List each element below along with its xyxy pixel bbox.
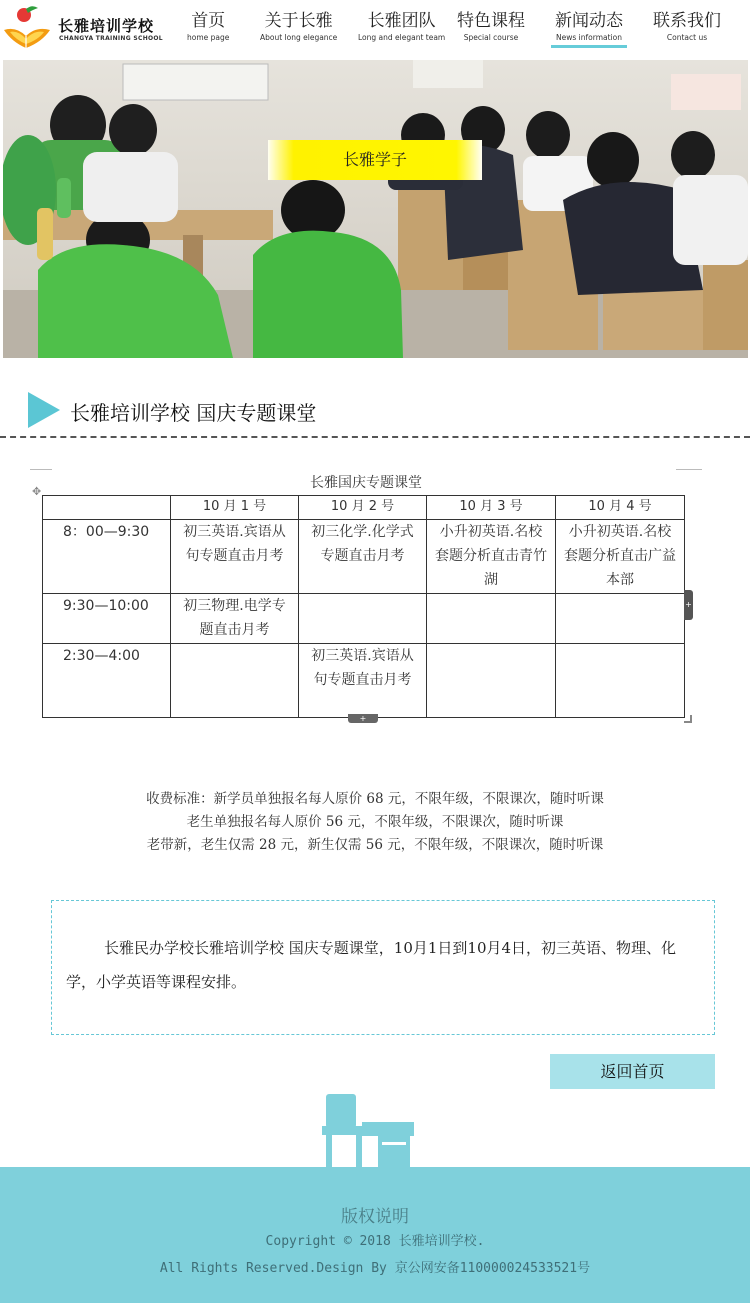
time-cell: 8：00—9:30: [43, 520, 171, 594]
table-cell: [427, 644, 556, 718]
nav-label-en: About long elegance: [260, 33, 338, 42]
site-header: [0, 0, 750, 58]
footer-rights: All Rights Reserved.Design By 京公网安备110000024533521号: [159, 1261, 591, 1276]
logo-emblem-icon: [2, 4, 54, 50]
table-cell: [299, 594, 427, 644]
footer-copyright: Copyright © 2018 长雅培训学校.: [265, 1234, 485, 1249]
summary-text: 长雅民办学校长雅培训学校 国庆专题课堂，10月1日到10月4日，初三英语、物理、化学，小学英语等课程安排。: [66, 939, 677, 991]
site-logo[interactable]: [2, 4, 162, 54]
back-home-button[interactable]: 返回首页: [550, 1054, 715, 1089]
nav-label-en: home page: [187, 33, 230, 42]
nav-label-cn: 首页: [191, 11, 226, 31]
logo-name-en: CHANGYA TRAINING SCHOOL: [59, 35, 163, 42]
title-arrow-icon: [28, 392, 60, 428]
schedule-divider: [30, 469, 52, 470]
table-row: [43, 520, 685, 594]
fee-line: 收费标准：新学员单独报名每人原价 68 元，不限年级，不限课次，随时听课: [146, 791, 604, 807]
move-handle-icon: ✥: [32, 485, 42, 498]
nav-item-news[interactable]: [555, 10, 623, 42]
nav-label-en: Contact us: [666, 33, 708, 42]
hero-banner: [3, 60, 748, 358]
logo-name-cn: 长雅培训学校: [58, 17, 155, 35]
table-cell: 小升初英语.名校套题分析直击青竹湖: [427, 520, 556, 594]
table-cell: [556, 594, 685, 644]
resize-handle-icon: [684, 715, 692, 723]
footer-title: 版权说明: [341, 1207, 409, 1227]
nav-item-home[interactable]: [187, 10, 229, 42]
nav-label-cn: 长雅团队: [367, 11, 436, 31]
classroom-photo: [3, 60, 748, 358]
schedule-table: [42, 495, 685, 718]
table-cell: 小升初英语.名校套题分析直击广益本部: [556, 520, 685, 594]
table-cell: 初三化学.化学式专题直击月考: [299, 520, 427, 594]
hero-caption: 长雅学子: [268, 140, 482, 180]
table-cell: 初三英语.宾语从句专题直击月考: [299, 644, 427, 718]
table-row: [43, 594, 685, 644]
table-header-cell: [43, 496, 171, 520]
add-row-icon: +: [348, 714, 378, 723]
table-cell: [556, 644, 685, 718]
desk-chair-icon: [318, 1092, 414, 1170]
table-cell: 初三物理.电学专题直击月考: [171, 594, 299, 644]
title-divider: [0, 436, 750, 438]
nav-item-about[interactable]: [260, 10, 337, 42]
table-cell: [171, 644, 299, 718]
fee-line: 老生单独报名每人原价 56 元，不限年级，不限课次，随时听课: [186, 814, 564, 830]
schedule-divider: [676, 469, 702, 470]
table-row: [43, 644, 685, 718]
nav-label-cn: 特色课程: [457, 11, 525, 31]
time-cell: 2:30—4:00: [43, 644, 171, 718]
table-header-cell: 10 月 2 号: [299, 496, 427, 520]
table-header-cell: 10 月 3 号: [427, 496, 556, 520]
site-footer: [0, 1167, 750, 1303]
table-cell: [427, 594, 556, 644]
nav-label-en: Long and elegant team: [358, 33, 446, 42]
nav-item-team[interactable]: [358, 10, 445, 42]
nav-label-cn: 联系我们: [653, 11, 721, 31]
table-header-cell: 10 月 1 号: [171, 496, 299, 520]
fee-description: [0, 788, 750, 857]
time-cell: 9:30—10:00: [43, 594, 171, 644]
article-title: 长雅培训学校 国庆专题课堂: [70, 401, 317, 425]
table-cell: 初三英语.宾语从句专题直击月考: [171, 520, 299, 594]
nav-label-en: News information: [556, 33, 622, 42]
nav-item-courses[interactable]: [457, 10, 525, 42]
table-header-row: [43, 496, 685, 520]
table-header-cell: 10 月 4 号: [556, 496, 685, 520]
nav-item-contact[interactable]: [653, 10, 721, 42]
schedule-image: [28, 465, 704, 725]
nav-label-cn: 新闻动态: [555, 11, 623, 31]
summary-box: [51, 900, 715, 1035]
main-nav: [160, 0, 750, 58]
nav-label-cn: 关于长雅: [264, 11, 333, 31]
schedule-title: 长雅国庆专题课堂: [310, 475, 422, 491]
fee-line: 老带新，老生仅需 28 元，新生仅需 56 元，不限年级，不限课次，随时听课: [146, 837, 604, 853]
add-column-icon: +: [684, 590, 693, 620]
nav-label-en: Special course: [463, 33, 519, 42]
